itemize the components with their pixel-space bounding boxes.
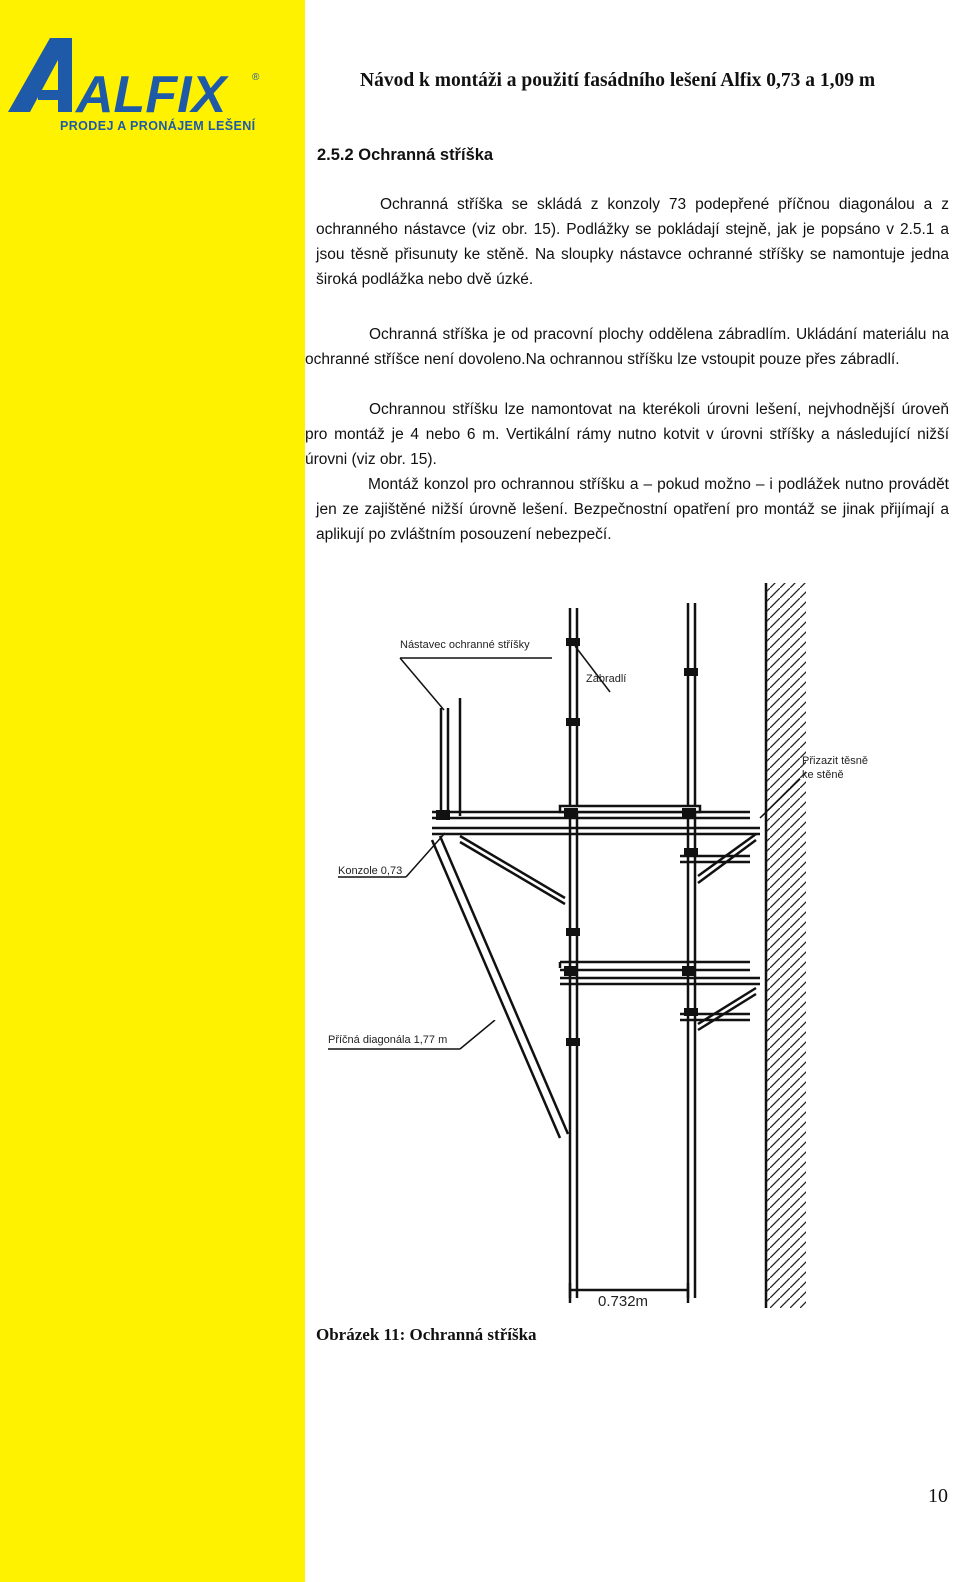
label-prizazit-2: ke stěně: [802, 769, 844, 781]
scaffold-frame: [432, 603, 760, 1303]
label-prizazit-1: Přizazit těsně: [802, 755, 869, 767]
paragraph-3: [305, 397, 949, 472]
paragraph-1: [316, 192, 949, 292]
label-zabradli: Zábradlí: [586, 673, 627, 685]
diagonala-leader: [320, 1020, 520, 1060]
paragraph-2: [305, 322, 949, 372]
logo-wordmark: ALFIX: [76, 66, 227, 124]
document-title: Návod k montáži a použití fasádního lešení Alfix 0,73 a 1,09 m: [360, 70, 876, 91]
section-heading: 2.5.2 Ochranná stříška: [317, 146, 494, 164]
page-number: 10: [928, 1485, 948, 1507]
svg-text:®: ®: [252, 72, 260, 83]
label-leaders: [330, 646, 800, 1318]
dimension-label: 0.732m: [598, 1293, 649, 1310]
wall-hatching: [766, 583, 806, 1308]
yellow-sidebar: [0, 0, 305, 1582]
paragraph-text: Ochranná stříška se skládá z konzoly 73 podepřené příčnou diagonálou a z ochranného nástavce (viz obr. 15). Podlážky se pokládají stejně, jak je popsáno v 2.5.1 a jsou těsně přisunuty ke stěně. Na sloupky nástavce ochranné stříšky se namontuje jedna široká podlážka nebo dvě úzké.: [316, 196, 949, 288]
paragraph-text: Ochranná stříška je od pracovní plochy oddělena zábradlím. Ukládání materiálu na ochranné stříšce není dovoleno.Na ochrannou stříšku lze vstoupit pouze přes zábradlí.: [305, 326, 949, 368]
label-konzole: Konzole 0,73: [338, 865, 403, 877]
label-diagonala: Příčná diagonála 1,77 m: [328, 1034, 448, 1046]
logo-tagline: PRODEJ A PRONÁJEM LEŠENÍ: [60, 119, 256, 133]
paragraph-text: Ochrannou stříšku lze namontovat na kterékoli úrovni lešení, nejvhodnější úroveň pro montáž je 4 nebo 6 m. Vertikální rámy nutno kotvit v úrovni stříšky a následující nižší úrovni (viz obr. 15).: [305, 401, 949, 468]
alfix-logo: [0, 0, 305, 150]
scaffold-drawing: [320, 578, 950, 1318]
scaffold-figure: [320, 578, 950, 1318]
paragraph-text: Montáž konzol pro ochrannou stříšku a – pokud možno – i podlážek nutno provádět jen ze zajištěné nižší úrovně lešení. Bezpečnostní opatření pro montáž se jinak přijímají a aplikují po zvláštním posouzení nebezpečí.: [316, 476, 949, 543]
figure-caption: Obrázek 11: Ochranná stříška: [316, 1325, 537, 1344]
paragraph-4: [316, 472, 949, 547]
label-nastavec: Nástavec ochranné stříšky: [400, 639, 530, 651]
